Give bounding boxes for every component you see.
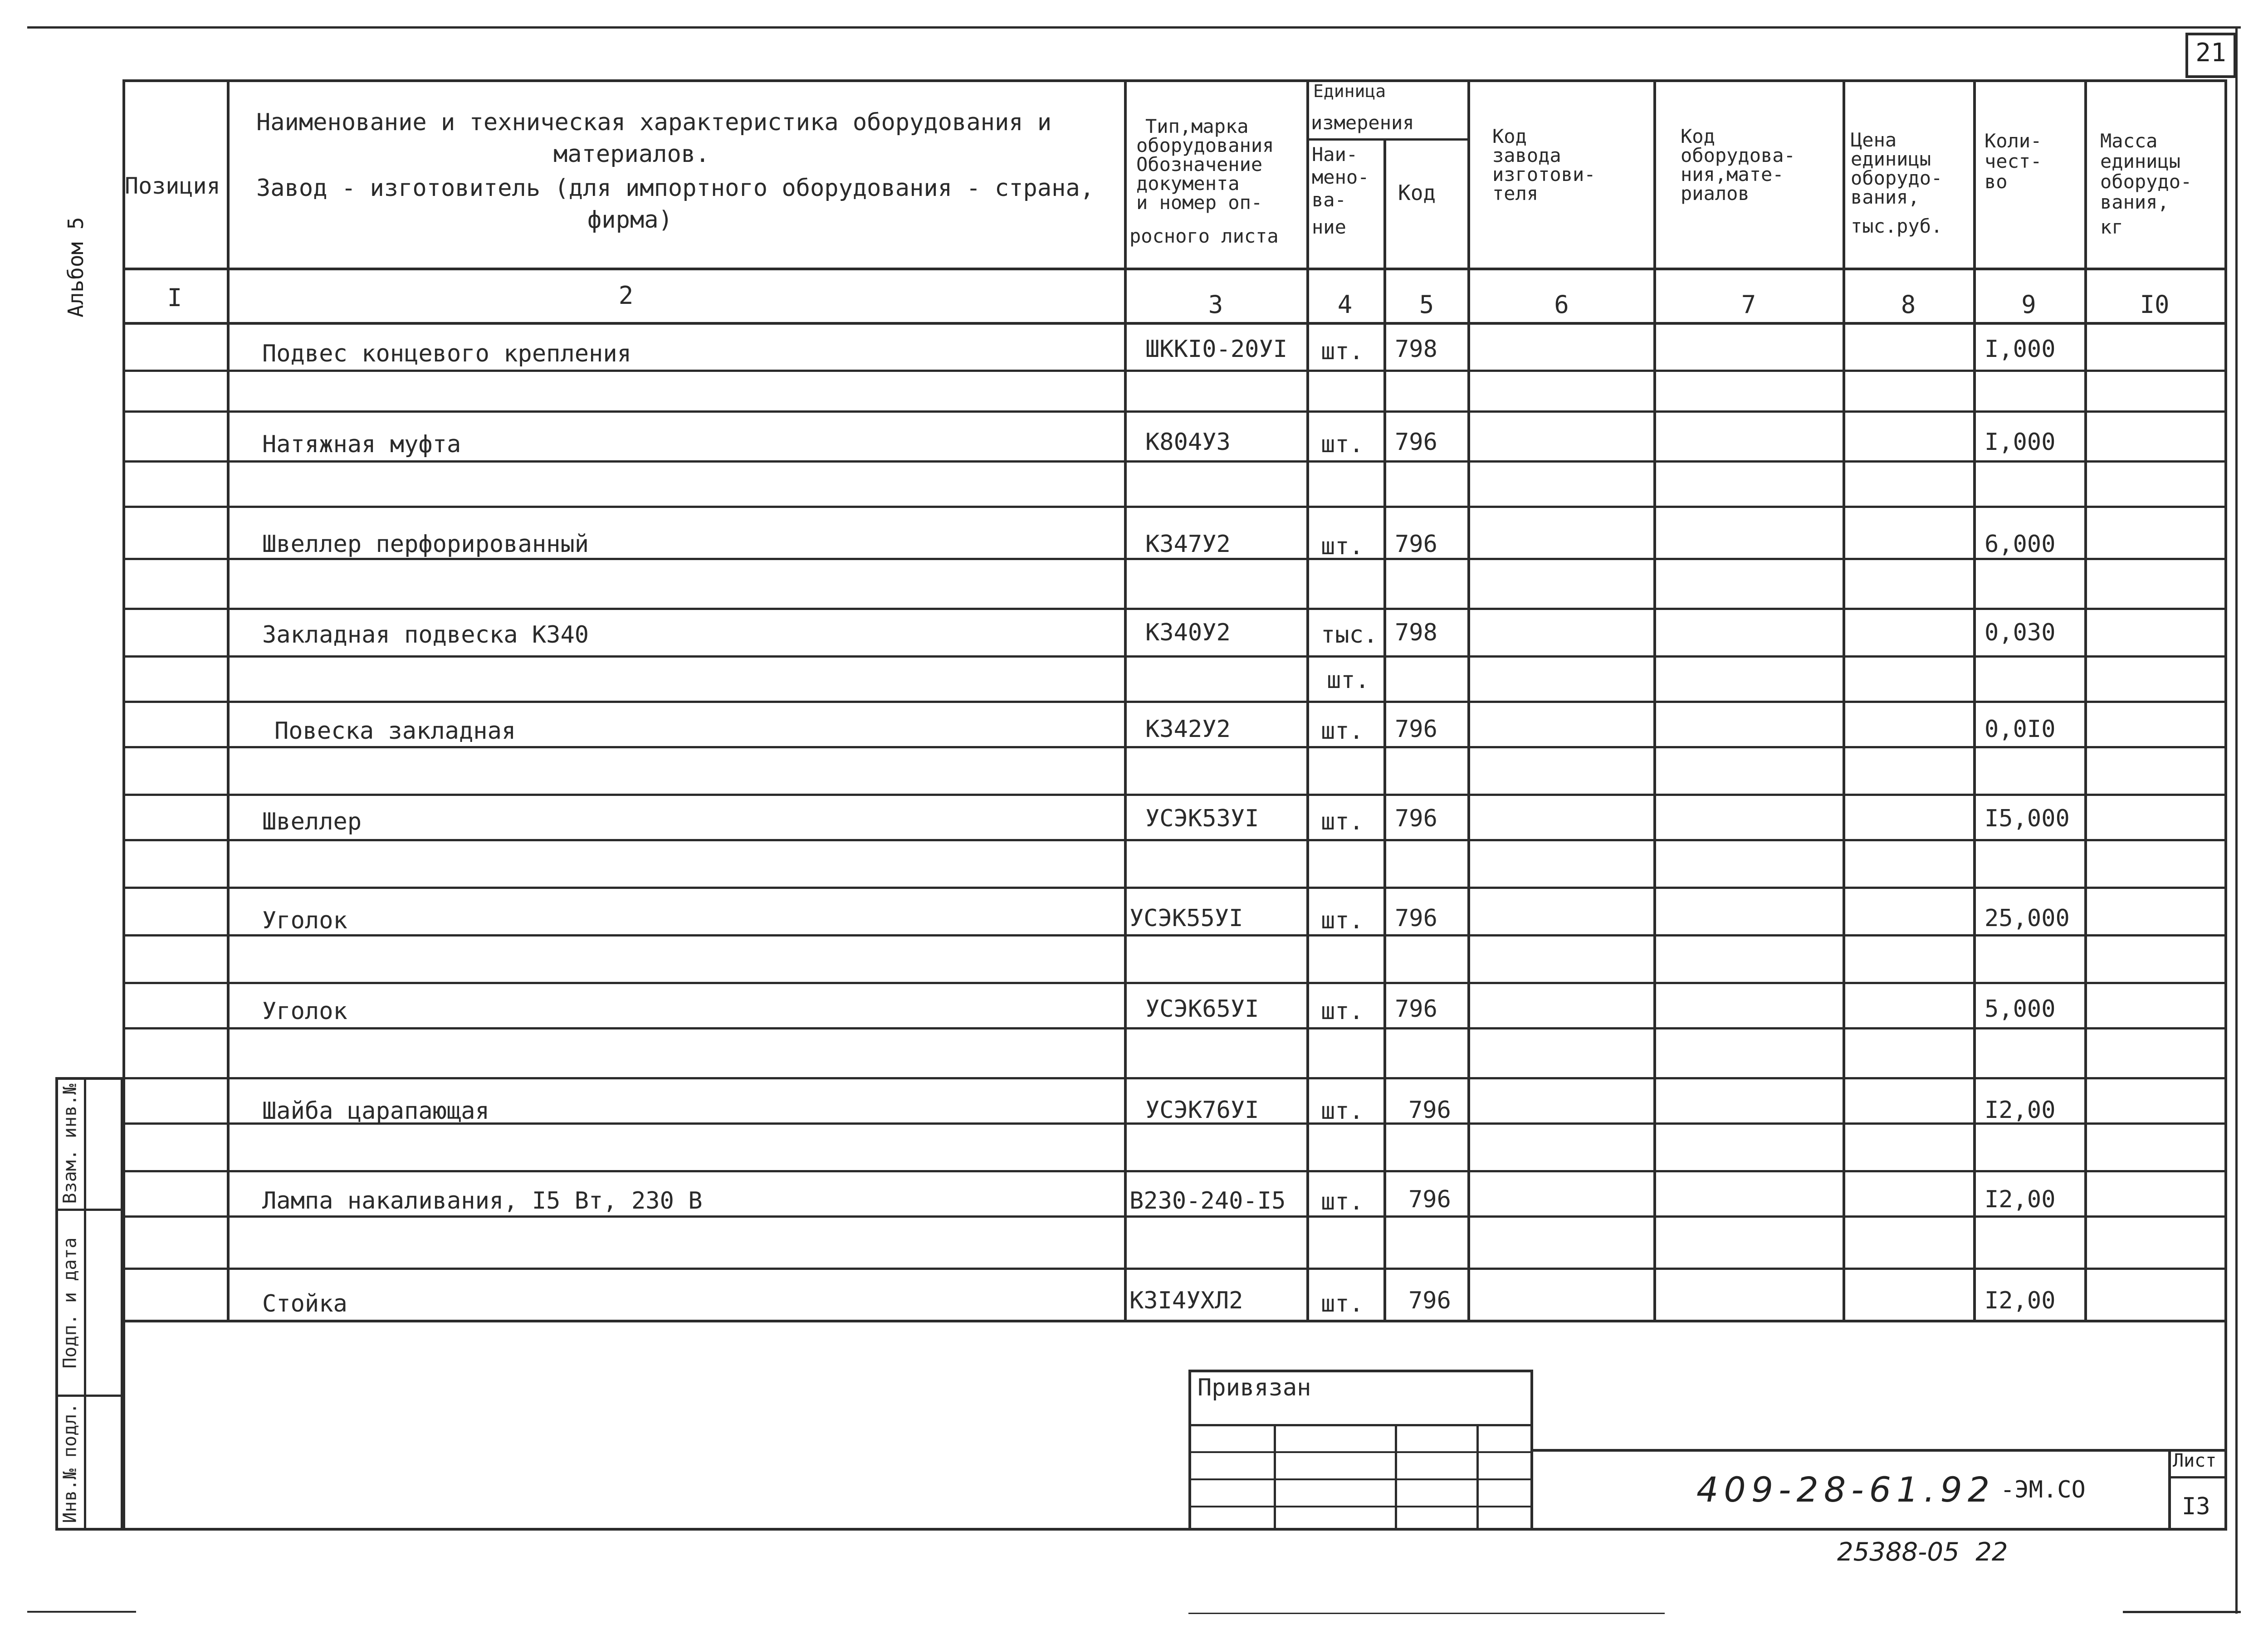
row-5-type: К342У2 [1145, 716, 1231, 743]
row-5-qty: 0,0I0 [1984, 716, 2056, 743]
row-line [122, 934, 2227, 937]
row-11-unit: шт. [1321, 1290, 1364, 1317]
stamp-line [1188, 1478, 1533, 1480]
colnum-2: 2 [618, 281, 634, 310]
header-name-line3: Завод - изготовитель (для импортного оборудования - страна, [256, 175, 1095, 202]
header-price-3: оборудо- [1851, 167, 1943, 189]
row-10-name: Лампа накаливания, I5 Вт, 230 В [262, 1187, 703, 1215]
header-unit-title-1: Единица [1313, 81, 1386, 101]
row-10-type: В230-240-I5 [1129, 1187, 1286, 1215]
row-line [122, 1170, 2227, 1172]
header-type-2: оборудования [1136, 134, 1274, 156]
row-3-name: Швеллер перфорированный [262, 531, 589, 558]
row-1-code: 798 [1395, 336, 1437, 363]
title-block-line [1533, 1449, 2227, 1452]
document-code: 409-28-61.92 [1696, 1469, 1995, 1510]
top-frame-line [27, 26, 2241, 29]
row-11-name: Стойка [262, 1290, 347, 1317]
header-position: Позиция [125, 173, 220, 199]
header-type-5: и номер оп- [1136, 191, 1263, 214]
header-type-1: Тип,марка [1145, 115, 1249, 137]
row-line [122, 608, 2227, 610]
row-9-name: Шайба царапающая [262, 1097, 489, 1125]
header-factory-1: Код [1492, 125, 1527, 147]
row-6-type: УСЭК53УI [1145, 805, 1259, 832]
row-4-type: К340У2 [1145, 619, 1231, 646]
row-9-code: 796 [1408, 1097, 1451, 1124]
row-2-type: К804У3 [1145, 429, 1231, 456]
row-line [122, 887, 2227, 889]
header-type-4: документа [1136, 172, 1240, 195]
privyazan-label: Привязан [1198, 1374, 1311, 1401]
row-line [122, 460, 2227, 463]
row-2-qty: I,000 [1984, 429, 2056, 456]
album-label-text: Альбом 5 [64, 217, 88, 317]
bottom-left-dash [27, 1611, 136, 1613]
row-line [122, 506, 2227, 508]
row-3-code: 796 [1395, 531, 1437, 558]
row-7-type: УСЭК55УI [1129, 905, 1243, 932]
colnum-5: 5 [1419, 290, 1434, 319]
row-5-name: Повеска закладная [274, 717, 516, 745]
colnum-3: 3 [1208, 290, 1223, 319]
header-name-line4: фирма) [587, 206, 673, 234]
header-unit-name-2: мено- [1312, 166, 1369, 188]
stamp-col [1476, 1424, 1479, 1531]
sheet-col-line [2168, 1449, 2171, 1531]
header-unit-title-2: измерения [1311, 112, 1414, 134]
album-label [64, 181, 91, 317]
header-unit-name-3: ва- [1312, 189, 1346, 211]
side-inv: Инв.№ подл. [59, 1403, 80, 1523]
row-10-code: 796 [1408, 1186, 1451, 1213]
header-mass-3: оборудо- [2100, 171, 2192, 193]
row-6-name: Швеллер [262, 808, 362, 835]
header-factory-4: теля [1492, 182, 1539, 205]
row-line [122, 839, 2227, 841]
row-5-unit: шт. [1321, 717, 1364, 745]
header-qty-2: чест- [1984, 150, 2042, 172]
row-line [122, 410, 2227, 413]
row-8-qty: 5,000 [1984, 995, 2056, 1023]
colnum-9: 9 [2021, 290, 2036, 319]
sheet-label: Лист [2173, 1450, 2217, 1471]
colnum-6: 6 [1554, 290, 1569, 319]
header-qty-3: во [1984, 171, 2008, 193]
header-unit-name-4: ние [1312, 216, 1346, 238]
header-price-4: вания, [1851, 186, 1920, 208]
row-line [122, 701, 2227, 703]
page-number: 21 [2195, 38, 2226, 68]
row-1-name: Подвес концевого крепления [262, 340, 631, 367]
row-line [122, 1268, 2227, 1270]
row-4-code: 798 [1395, 619, 1437, 646]
row-1-unit: шт. [1321, 338, 1364, 365]
header-type-6: росного листа [1129, 225, 1279, 247]
row-7-name: Уголок [262, 907, 347, 934]
row-line [122, 558, 2227, 560]
side-replace: Взам. инв.№ [59, 1083, 80, 1204]
colnum-1: I [167, 283, 182, 312]
stamp-col [1395, 1424, 1397, 1531]
row-line [122, 655, 2227, 658]
row-8-name: Уголок [262, 998, 347, 1025]
bottom-note: 25388-05 22 [1837, 1537, 2008, 1567]
header-unit-code: Код [1398, 180, 1436, 205]
row-2-name: Натяжная муфта [262, 431, 461, 458]
header-equip-2: оборудова- [1681, 144, 1795, 166]
row-line [122, 370, 2227, 372]
header-price-1: Цена [1851, 129, 1897, 151]
header-qty-1: Коли- [1984, 130, 2042, 152]
row-9-unit: шт. [1321, 1097, 1364, 1125]
row-3-qty: 6,000 [1984, 531, 2056, 558]
side-stamp-divider [84, 1077, 86, 1531]
header-factory-2: завода [1492, 144, 1561, 166]
row-4-qty: 0,030 [1984, 619, 2056, 646]
header-unit-name-1: Наи- [1312, 143, 1358, 166]
row-8-type: УСЭК65УI [1145, 995, 1259, 1023]
row-1-type: ШККI0-20УI [1145, 336, 1288, 363]
row-9-type: УСЭК76УI [1145, 1097, 1259, 1124]
row-7-qty: 25,000 [1984, 905, 2070, 932]
stamp-line [1188, 1424, 1533, 1426]
document-suffix: -ЭМ.СО [2000, 1476, 2086, 1503]
row-4-unit: тыс. [1321, 621, 1378, 649]
row-line [122, 746, 2227, 748]
row-line [122, 1215, 2227, 1218]
row-11-type: К3I4УХЛ2 [1129, 1287, 1243, 1314]
unit-sub-line [1306, 138, 1470, 141]
header-type-3: Обозначение [1136, 153, 1263, 176]
stamp-col [1274, 1424, 1276, 1531]
header-mass-1: Масса [2100, 130, 2158, 152]
bottom-right-dash [2123, 1611, 2241, 1613]
colnum-4: 4 [1337, 290, 1353, 319]
header-name-line1: Наименование и техническая характеристика оборудования и [256, 109, 1052, 136]
colnum-10: I0 [2140, 290, 2170, 319]
header-mass-4: вания, [2100, 191, 2169, 213]
row-2-code: 796 [1395, 429, 1437, 456]
sheet-label-line [2168, 1476, 2227, 1478]
row-11-qty: I2,00 [1984, 1287, 2056, 1314]
colnum-7: 7 [1741, 290, 1756, 319]
side-replace-cell [56, 1078, 83, 1209]
row-10-qty: I2,00 [1984, 1186, 2056, 1213]
colnum-bottom-line [122, 322, 2227, 325]
row-4-name: Закладная подвеска К340 [262, 621, 589, 649]
side-sign-date-cell [56, 1211, 83, 1395]
row-line [122, 1027, 2227, 1029]
side-sign-date: Подп. и дата [59, 1237, 81, 1368]
header-price-5: тыс.руб. [1851, 215, 1943, 237]
stamp-line [1188, 1506, 1533, 1507]
header-mass-5: кг [2100, 216, 2123, 238]
row-line [122, 1320, 2227, 1322]
row-4-unit2: шт. [1327, 667, 1369, 694]
row-line [122, 1077, 2227, 1079]
row-5-code: 796 [1395, 716, 1437, 743]
row-9-qty: I2,00 [1984, 1097, 2056, 1124]
row-10-unit: шт. [1321, 1188, 1364, 1215]
row-3-type: К347У2 [1145, 531, 1231, 558]
header-name-line2: материалов. [553, 141, 710, 168]
row-6-unit: шт. [1321, 808, 1364, 835]
header-bottom-line [122, 268, 2227, 270]
row-line [122, 794, 2227, 796]
row-line [122, 982, 2227, 984]
row-8-unit: шт. [1321, 998, 1364, 1025]
header-equip-4: риалов [1681, 182, 1750, 205]
sheet-number: I3 [2182, 1493, 2210, 1520]
row-2-unit: шт. [1321, 431, 1364, 458]
stamp-line [1188, 1451, 1533, 1453]
right-frame-line [2235, 26, 2238, 1614]
header-equip-3: ния,мате- [1681, 163, 1784, 185]
row-8-code: 796 [1395, 995, 1437, 1023]
header-factory-3: изготови- [1492, 163, 1596, 185]
header-equip-1: Код [1681, 125, 1715, 147]
row-1-qty: I,000 [1984, 336, 2056, 363]
row-3-unit: шт. [1321, 533, 1364, 560]
row-6-code: 796 [1395, 805, 1437, 832]
row-7-code: 796 [1395, 905, 1437, 932]
colnum-8: 8 [1901, 290, 1916, 319]
header-price-2: единицы [1851, 148, 1931, 170]
row-11-code: 796 [1408, 1287, 1451, 1314]
row-6-qty: I5,000 [1984, 805, 2070, 832]
side-inv-cell [56, 1397, 83, 1529]
header-mass-2: единицы [2100, 150, 2181, 172]
row-7-unit: шт. [1321, 907, 1364, 934]
bottom-mid-dash [1188, 1613, 1665, 1614]
